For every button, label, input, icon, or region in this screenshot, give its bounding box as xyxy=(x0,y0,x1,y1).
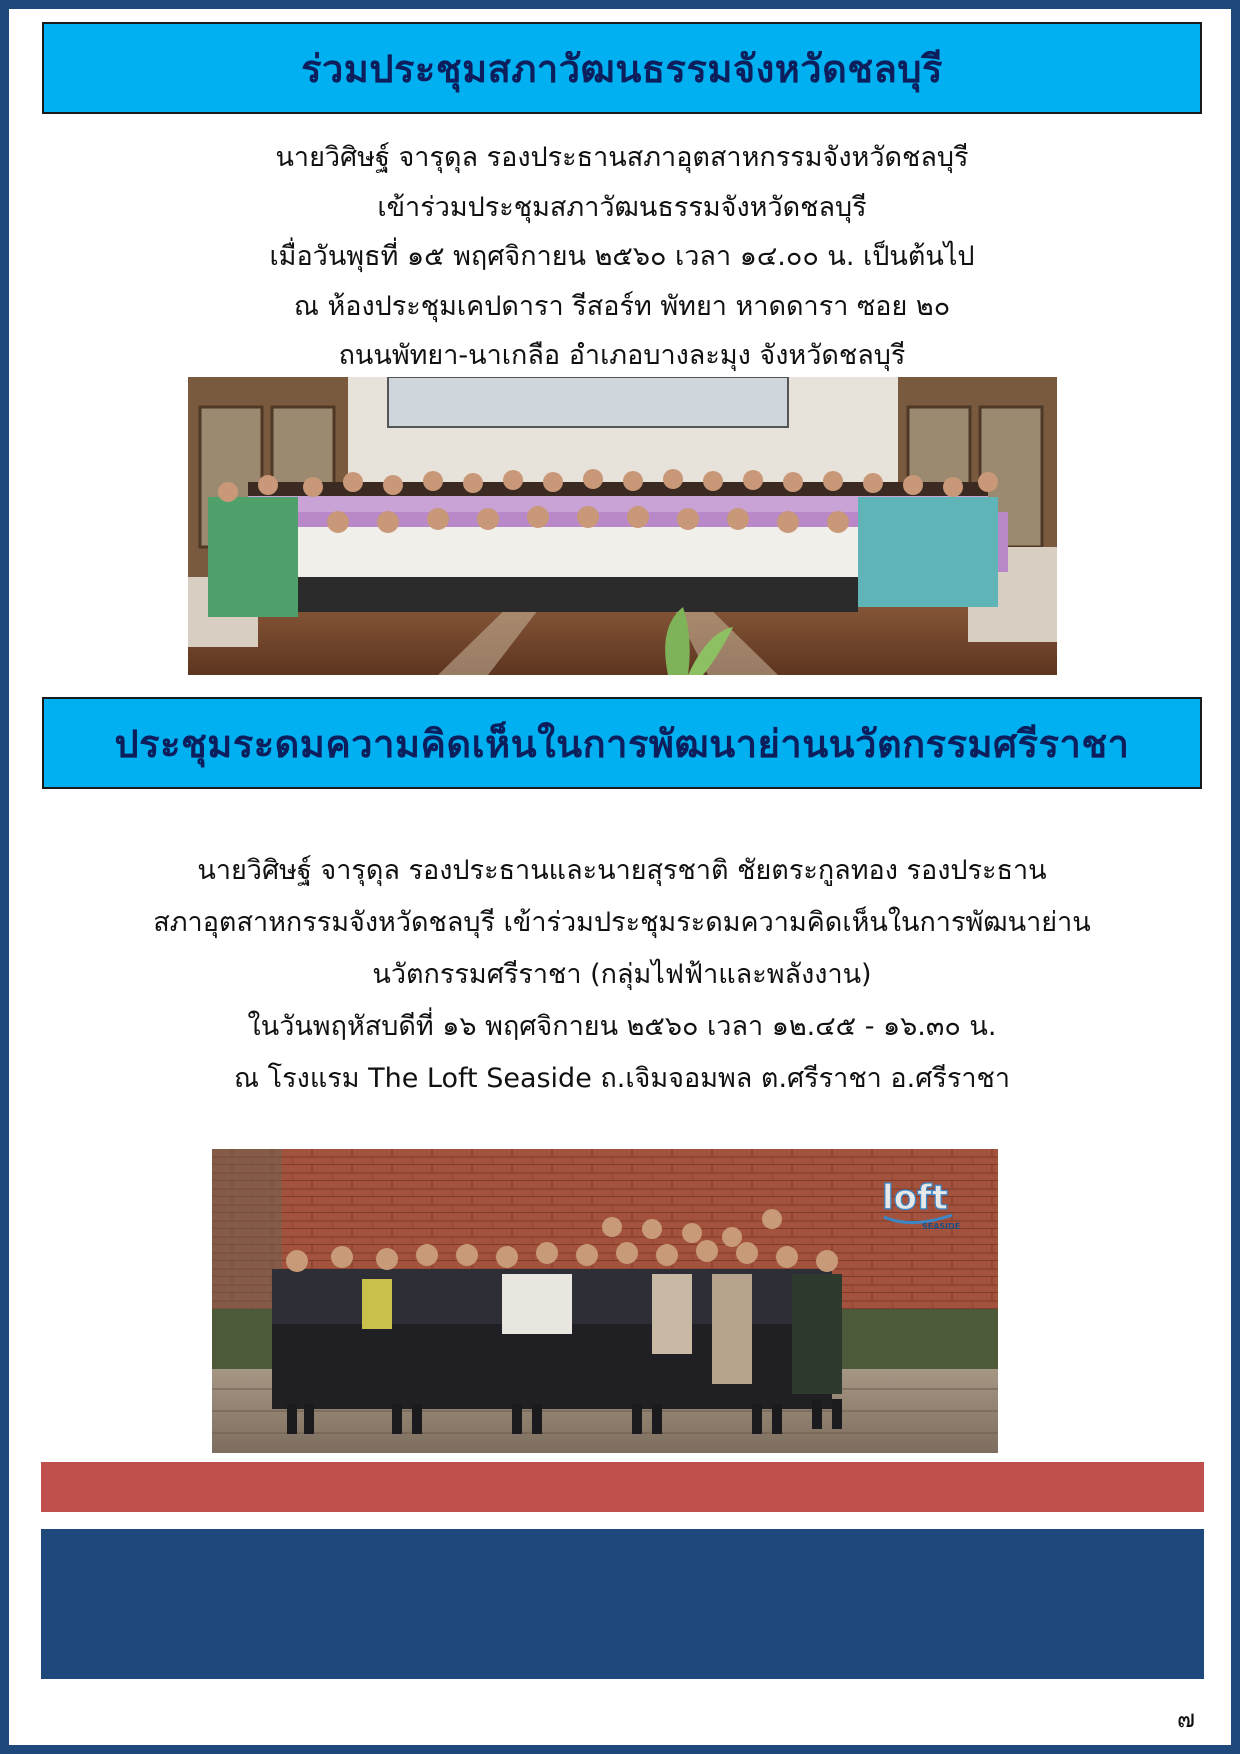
section2-line: ในวันพฤหัสบดีที่ ๑๖ พฤศจิกายน ๒๕๖๐ เวลา ๑๒.๔๕ - ๑๖.๓๐ น. xyxy=(247,1011,997,1042)
hotel-group-photo xyxy=(212,1149,998,1453)
section2-line: นวัตกรรมศรีราชา (กลุ่มไฟฟ้าและพลังงาน) xyxy=(372,959,872,990)
section2-paragraph xyxy=(42,845,1202,1105)
section1-line: ถนนพัทยา-นาเกลือ อำเภอบางละมุง จังหวัดชลบุรี xyxy=(338,340,906,371)
footer-navy-bar xyxy=(41,1529,1204,1679)
section2-title: ประชุมระดมความคิดเห็นในการพัฒนาย่านนวัตกรรมศรีราชา xyxy=(114,721,1130,766)
section1-line: นายวิศิษฐ์ จารุดุล รองประธานสภาอุตสาหกรรมจังหวัดชลบุรี xyxy=(275,142,969,173)
section2-title-banner xyxy=(42,697,1202,789)
section1-title-banner xyxy=(42,22,1202,114)
section1-paragraph xyxy=(42,133,1202,381)
section2-line: นายวิศิษฐ์ จารุดุล รองประธานและนายสุรชาติ ชัยตระกูลทอง รองประธาน xyxy=(197,855,1047,886)
loft-seaside-logo-sub: SEASIDE xyxy=(922,1222,961,1231)
section2-line: ณ โรงแรม The Loft Seaside ถ.เจิมจอมพล ต.ศรีราชา อ.ศรีราชา xyxy=(234,1063,1010,1094)
section1-line: เข้าร่วมประชุมสภาวัฒนธรรมจังหวัดชลบุรี xyxy=(377,191,867,223)
section2-line: สภาอุตสาหกรรมจังหวัดชลบุรี เข้าร่วมประชุมระดมความคิดเห็นในการพัฒนาย่าน xyxy=(153,907,1091,938)
page-number: ๗ xyxy=(1176,1705,1195,1733)
loft-seaside-logo-wordmark: loft xyxy=(882,1178,949,1218)
section1-title: ร่วมประชุมสภาวัฒนธรรมจังหวัดชลบุรี xyxy=(301,46,943,91)
section1-line: เมื่อวันพุธที่ ๑๕ พฤศจิกายน ๒๕๖๐ เวลา ๑๔.๐๐ น. เป็นต้นไป xyxy=(269,241,975,272)
section1-line: ณ ห้องประชุมเคปดารา รีสอร์ท พัทยา หาดดารา ซอย ๒๐ xyxy=(293,290,951,322)
meeting-group-photo xyxy=(188,377,1057,675)
footer-red-bar xyxy=(41,1462,1204,1512)
